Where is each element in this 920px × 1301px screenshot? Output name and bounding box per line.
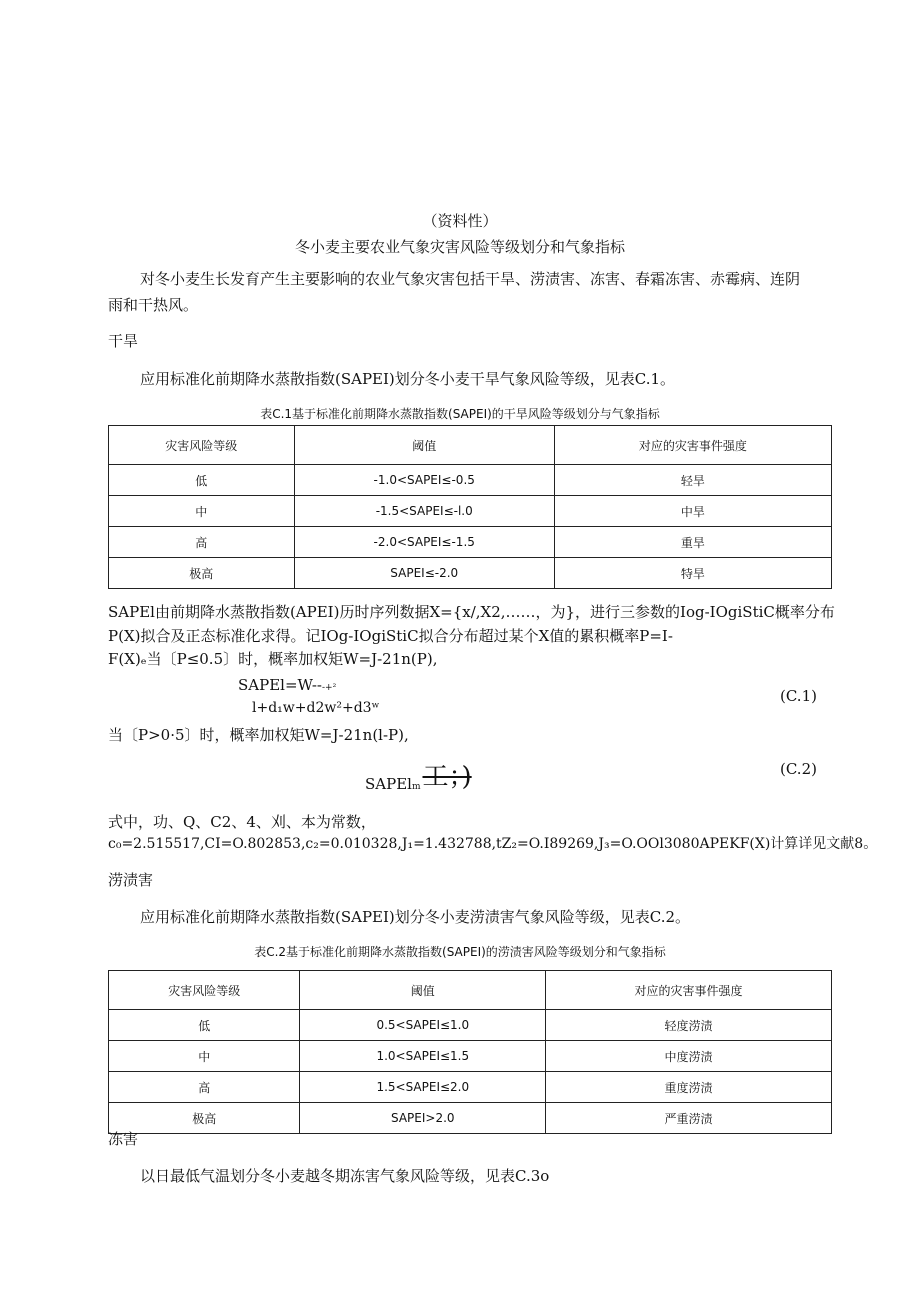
section-heading-waterlogging: 涝渍害 <box>108 871 154 889</box>
table-c1-caption: 表C.1基于标准化前期降水蒸散指数(SAPEI)的干旱风险等级划分与气象指标 <box>260 407 660 421</box>
table-row <box>109 1103 832 1134</box>
annex-note: （资料性） <box>422 212 498 230</box>
equation-c1-sup: -+² <box>321 683 337 693</box>
table-cell: -1.0<SAPEI≤-0.5 <box>294 465 554 496</box>
table-cell: 中旱 <box>554 496 831 527</box>
table-header-row <box>109 971 832 1010</box>
equation-c1 <box>238 676 336 694</box>
intro-text: 对冬小麦生长发育产生主要影响的农业气象灾害包括干旱、涝渍害、冻害、春霜冻害、赤霉病、连阴 <box>140 270 801 288</box>
table-cell: 重度涝渍 <box>546 1072 832 1103</box>
equation-c1-denominator: l+d₁w+d2w²+d3ʷ <box>252 700 380 716</box>
intro-text-cont: 雨和干热风。 <box>108 296 199 314</box>
table-cell: 高 <box>109 1072 300 1103</box>
table-cell: 极高 <box>109 558 295 589</box>
table-cell: SAPEI>2.0 <box>300 1103 546 1134</box>
table-cell: 轻度涝渍 <box>546 1010 832 1041</box>
table-cell: SAPEI≤-2.0 <box>294 558 554 589</box>
table-cell: 重旱 <box>554 527 831 558</box>
condition-text: 当〔P>0·5〕时，概率加权矩W=J-21n(l-P), <box>108 726 409 744</box>
table-cell: -2.0<SAPEI≤-1.5 <box>294 527 554 558</box>
equation-c2 <box>365 762 472 794</box>
description-text: P(X)拟合及正态标准化求得。记IOg-IOgiStiC拟合分布超过某个X值的累积概率P=I- <box>108 627 673 645</box>
table-cell: 轻旱 <box>554 465 831 496</box>
waterlog-paragraph: 应用标准化前期降水蒸散指数(SAPEI)划分冬小麦涝渍害气象风险等级，见表C.2。 <box>140 908 691 926</box>
equation-c2-label: (C.2) <box>780 760 817 778</box>
header-cell: 灾害风险等级 <box>109 971 300 1010</box>
table-cell: 低 <box>109 1010 300 1041</box>
header-cell: 对应的灾害事件强度 <box>546 971 832 1010</box>
header-cell: 灾害风险等级 <box>109 426 295 465</box>
table-cell: 中 <box>109 1041 300 1072</box>
drought-paragraph: 应用标准化前期降水蒸散指数(SAPEI)划分冬小麦干旱气象风险等级，见表C.1。 <box>140 370 676 388</box>
table-cell: 1.5<SAPEI≤2.0 <box>300 1072 546 1103</box>
table-cell: 0.5<SAPEI≤1.0 <box>300 1010 546 1041</box>
table-cell: 高 <box>109 527 295 558</box>
section-heading-drought: 干旱 <box>108 332 139 350</box>
table-c2-caption: 表C.2基于标准化前期降水蒸散指数(SAPEI)的涝渍害风险等级划分和气象指标 <box>254 945 666 959</box>
description-text: F(X)ₑ当〔P≤0.5〕时，概率加权矩W=J-21n(P), <box>108 650 438 668</box>
equation-c1-left: SAPEl=W-- <box>238 676 322 694</box>
constants-text: 式中，功、Q、C2、4、刈、本为常数， <box>108 813 376 831</box>
table-row <box>109 1010 832 1041</box>
table-cell: -1.5<SAPEI≤-l.0 <box>294 496 554 527</box>
equation-c2-left: SAPEl <box>365 775 412 793</box>
table-cell: 低 <box>109 465 295 496</box>
section-heading-freeze: 冻害 <box>108 1130 139 1148</box>
table-cell: 特旱 <box>554 558 831 589</box>
freeze-paragraph: 以日最低气温划分冬小麦越冬期冻害气象风险等级，见表C.3o <box>140 1167 550 1185</box>
table-row <box>109 465 832 496</box>
table-row <box>109 1072 832 1103</box>
table-row <box>109 527 832 558</box>
table-row <box>109 1041 832 1072</box>
table-cell: 极高 <box>109 1103 300 1134</box>
header-cell: 对应的灾害事件强度 <box>554 426 831 465</box>
constants-values: c₀=2.515517,CI=O.802853,c₂=0.010328,J₁=1.432788,tZ₂=O.I89269,J₃=O.OOl3080APEKF(X)计算详见文献8。 <box>108 836 878 852</box>
equation-c1-label: (C.1) <box>780 687 817 705</box>
table-row <box>109 558 832 589</box>
header-cell: 阈值 <box>300 971 546 1010</box>
table-cell: 严重涝渍 <box>546 1103 832 1134</box>
annex-title: 冬小麦主要农业气象灾害风险等级划分和气象指标 <box>294 238 625 256</box>
table-c2 <box>108 970 832 1134</box>
table-cell: 1.0<SAPEI≤1.5 <box>300 1041 546 1072</box>
equation-c2-garbled: 工；) <box>422 762 472 792</box>
header-cell: 阈值 <box>294 426 554 465</box>
table-row <box>109 496 832 527</box>
table-header-row <box>109 426 832 465</box>
equation-c2-sub: m <box>411 782 421 792</box>
table-c1 <box>108 425 832 589</box>
table-cell: 中 <box>109 496 295 527</box>
table-cell: 中度涝渍 <box>546 1041 832 1072</box>
description-text: SAPEl由前期降水蒸散指数(APEI)历时序列数据X={x/,X2,……，为}，进行三参数的Iog-IOgiStiC概率分布 <box>108 603 835 621</box>
